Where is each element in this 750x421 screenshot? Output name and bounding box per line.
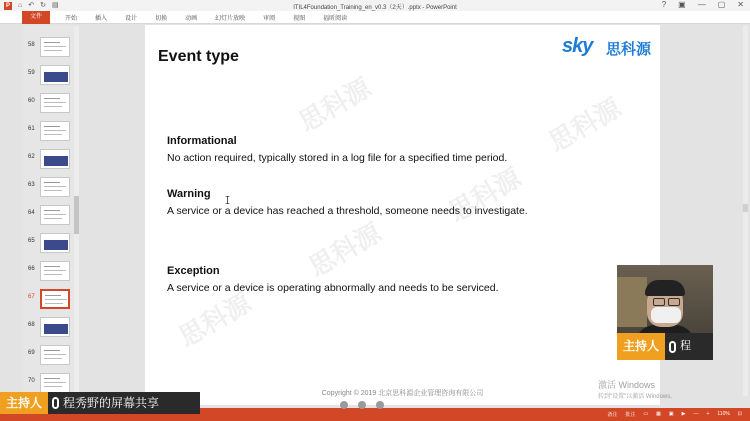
slide-number: 69 (28, 350, 35, 356)
fit-to-window-icon[interactable]: ⊡ (737, 411, 742, 417)
thumbnail-line (44, 270, 66, 271)
thumbnail-graphic (44, 324, 68, 334)
slide-thumbnails-panel[interactable] (22, 25, 78, 395)
thumbnail-line (44, 50, 62, 51)
tab-slideshow[interactable]: 幻灯片放映 (215, 15, 246, 22)
slide-scrollbar[interactable] (743, 26, 748, 396)
thumbnail-line (45, 303, 63, 304)
slide-number: 63 (28, 182, 35, 188)
thumbnail-line (44, 186, 66, 187)
nav-dot[interactable] (358, 401, 366, 409)
slide-thumbnail-image (40, 93, 70, 113)
windows-activation-title: 激活 Windows (598, 380, 656, 390)
thumbnail-line (44, 190, 62, 191)
share-message-text: 程秀野的屏幕共享 (63, 396, 160, 410)
slide-thumbnail[interactable] (22, 261, 78, 285)
slide-thumbnail[interactable] (22, 121, 78, 145)
slide-thumbnail-image (40, 149, 70, 169)
thumbnail-line (44, 274, 62, 275)
slide-thumbnail-image (40, 233, 70, 253)
watermark: 思科源 (293, 72, 377, 138)
watermark: 思科源 (443, 162, 527, 228)
save-icon[interactable]: ⌂ (18, 2, 23, 9)
thumbnail-line (44, 102, 66, 103)
microphone-icon[interactable] (52, 397, 59, 409)
tab-review[interactable]: 审阅 (263, 15, 276, 22)
thumbnail-line (44, 130, 66, 131)
thumbnail-line (44, 266, 60, 267)
notes-button[interactable]: 备注 (607, 412, 618, 418)
thumbnail-line (44, 210, 60, 211)
slide-title[interactable]: Event type (158, 48, 239, 65)
slide-thumbnail[interactable] (22, 205, 78, 229)
thumbnail-line (44, 214, 66, 215)
thumbnail-line (44, 42, 60, 43)
maximize-button[interactable]: ▢ (717, 0, 726, 9)
thumbnail-line (44, 182, 60, 183)
glasses-left (653, 298, 665, 306)
watermark: 思科源 (173, 287, 257, 353)
thumbnail-line (44, 382, 66, 383)
comments-button[interactable]: 批注 (625, 412, 636, 418)
host-badge: 主持人 (617, 333, 665, 360)
powerpoint-app-icon: P (5, 2, 10, 9)
thumbnail-line (44, 106, 62, 107)
logo-cn-text: 思科源 (606, 41, 652, 58)
slide-scrollbar-thumb[interactable] (743, 204, 748, 212)
tab-insert[interactable]: 插入 (95, 15, 108, 22)
slide-sorter-icon[interactable]: ▦ (656, 411, 661, 417)
thumbnail-line (45, 299, 67, 300)
heading-exception[interactable]: Exception (167, 265, 220, 277)
slide-thumbnail-image (40, 373, 70, 393)
slide-thumbnail-image (40, 205, 70, 225)
thumbnails-scrollbar-thumb[interactable] (74, 196, 79, 234)
share-message (48, 392, 200, 414)
slide-number: 66 (28, 266, 35, 272)
reading-view-icon[interactable]: ▣ (668, 411, 674, 417)
title-bar (0, 0, 750, 11)
thumbnail-line (44, 354, 66, 355)
face-mask (651, 307, 681, 323)
webcam-name-label (665, 333, 713, 360)
slide-number: 64 (28, 210, 35, 216)
heading-warning[interactable]: Warning (167, 188, 211, 200)
tab-view[interactable]: 视图 (293, 15, 306, 22)
webcam-host-bar (617, 333, 713, 360)
slide-thumbnail[interactable] (22, 37, 78, 61)
redo-icon[interactable]: ↻ (40, 2, 46, 9)
glasses-right (668, 298, 680, 306)
text-warning[interactable]: A service or a device has reached a threshold, someone needs to investigate. (167, 205, 528, 217)
thumbnail-line (44, 358, 62, 359)
thumbnails-scrollbar[interactable] (74, 26, 79, 396)
slide-canvas[interactable] (145, 25, 660, 405)
zoom-in-icon[interactable]: + (706, 411, 710, 417)
thumbnail-graphic (44, 240, 68, 250)
slide-number: 70 (28, 378, 35, 384)
nav-dot[interactable] (376, 401, 384, 409)
left-margin (0, 24, 22, 396)
ribbon-display-options-icon[interactable]: ▣ (678, 0, 686, 9)
thumbnail-line (44, 134, 62, 135)
slide-thumbnail-image (40, 345, 70, 365)
presenter-short-name: 程 (680, 340, 692, 352)
slide-number: 58 (28, 42, 35, 48)
slideshow-icon[interactable]: ▶ (681, 411, 686, 417)
windows-activation-subtitle: 转到"设置"以激活 Windows。 (598, 394, 677, 400)
zoom-out-icon[interactable]: — (693, 411, 699, 417)
normal-view-icon[interactable]: ▭ (643, 411, 649, 417)
watermark: 思科源 (543, 92, 627, 158)
watermark: 思科源 (303, 217, 387, 283)
start-from-beginning-icon[interactable]: ▤ (51, 2, 59, 9)
window-title: ITIL4Foundation_Training_en_v0.3（2天）.pptx - PowerPoint (293, 5, 457, 11)
slide-thumbnail-image (40, 121, 70, 141)
slide-thumbnail-image (40, 289, 70, 309)
nav-dot[interactable] (340, 401, 348, 409)
logo-sky-text: sky (562, 35, 593, 57)
microphone-icon[interactable] (669, 341, 676, 353)
help-icon[interactable]: ? (661, 0, 667, 9)
text-informational[interactable]: No action required, typically stored in a log file for a specified time period. (167, 152, 508, 164)
slide-thumbnail[interactable] (22, 65, 78, 89)
slide-nav-dots (340, 401, 384, 409)
slide-thumbnail[interactable] (22, 233, 78, 257)
thumbnail-line (45, 295, 61, 296)
sky-logo (562, 33, 652, 61)
undo-icon[interactable]: ↶ (28, 2, 35, 9)
tab-animations[interactable]: 动画 (185, 15, 198, 22)
screen-share-bar (0, 392, 200, 414)
tab-design[interactable]: 设计 (125, 15, 138, 22)
slide-thumbnail[interactable] (22, 93, 78, 117)
text-cursor-icon (225, 196, 230, 204)
slide-thumbnail-image (40, 317, 70, 337)
thumbnail-line (44, 350, 60, 351)
thumbnail-line (44, 218, 62, 219)
heading-informational[interactable]: Informational (167, 135, 237, 147)
zoom-level[interactable]: 110% (717, 411, 730, 417)
tab-foxit[interactable]: 福昕阅读 (323, 15, 348, 22)
window-controls (662, 0, 744, 10)
text-exception[interactable]: A service or a device is operating abnormally and needs to be serviced. (167, 282, 499, 294)
thumbnail-graphic (44, 156, 68, 166)
slide-thumbnail[interactable] (22, 317, 78, 341)
slide-thumbnail[interactable] (22, 345, 78, 369)
close-button[interactable]: ✕ (737, 0, 744, 9)
slide-number: 61 (28, 126, 35, 132)
slide-thumbnail[interactable] (22, 177, 78, 201)
tab-home[interactable]: 开始 (65, 15, 78, 22)
slide-thumbnail-image (40, 261, 70, 281)
status-bar-items (607, 411, 742, 418)
tab-transitions[interactable]: 切换 (155, 15, 168, 22)
thumbnail-line (44, 46, 66, 47)
tab-file[interactable]: 文件 (22, 11, 50, 24)
minimize-button[interactable]: — (697, 0, 706, 9)
slide-thumbnail-image (40, 65, 70, 85)
slide-number: 59 (28, 70, 35, 76)
thumbnail-line (44, 386, 62, 387)
slide-thumbnail[interactable] (22, 149, 78, 173)
slide-number: 68 (28, 322, 35, 328)
presenter-hair (645, 280, 685, 296)
slide-number: 67 (28, 294, 35, 300)
slide-number: 65 (28, 238, 35, 244)
thumbnail-line (44, 126, 60, 127)
thumbnail-graphic (44, 72, 68, 82)
slide-number: 60 (28, 98, 35, 104)
ribbon-tabs (0, 11, 750, 24)
slide-copyright: Copyright © 2019 北京思科源企业管理咨询有限公司 (321, 390, 484, 397)
share-host-badge: 主持人 (0, 392, 48, 414)
thumbnail-line (44, 378, 60, 379)
slide-thumbnail[interactable] (22, 289, 78, 313)
slide-number: 62 (28, 154, 35, 160)
slide-thumbnail-image (40, 37, 70, 57)
webcam-shelf (617, 277, 647, 327)
slide-thumbnail-image (40, 177, 70, 197)
thumbnail-line (44, 98, 60, 99)
